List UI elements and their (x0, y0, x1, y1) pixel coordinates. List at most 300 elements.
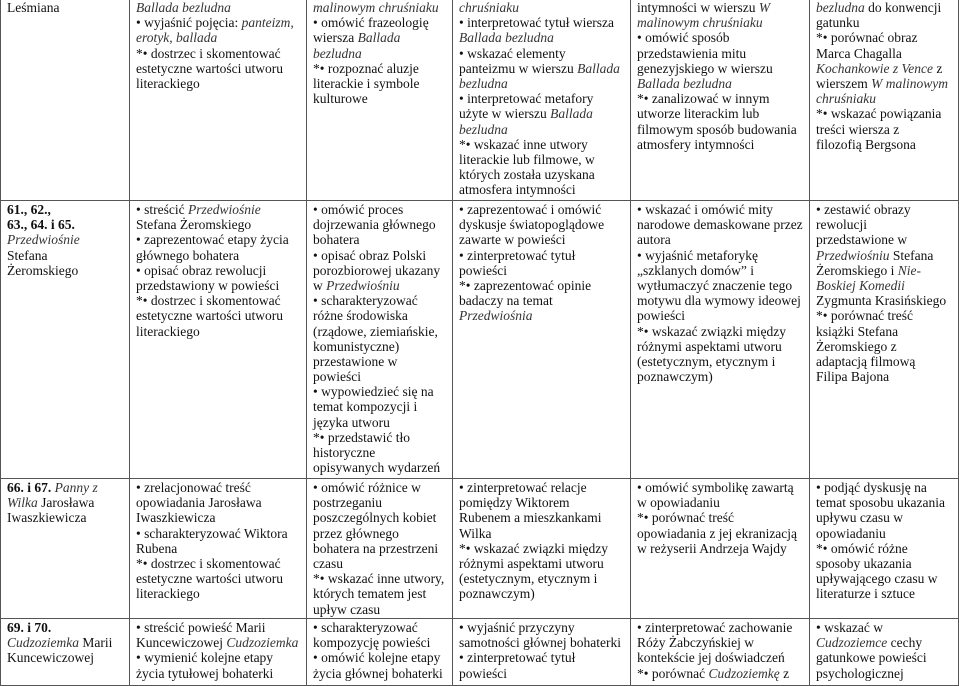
text-line (816, 324, 958, 339)
text-line (136, 15, 306, 30)
text-line (459, 167, 630, 182)
italic-title-text: malinowym chruśniaku (637, 15, 763, 31)
text-line (459, 182, 630, 197)
text-segment: • wyjaśnić pojęcia: (136, 15, 242, 31)
text-segment: • streścić powieść Marii (136, 620, 266, 635)
italic-title-text: Przedwiośniu (816, 247, 890, 263)
text-line (313, 602, 452, 617)
text-segment: • zinterpretować tytuł (459, 247, 576, 263)
text-line (816, 369, 958, 384)
text-line (313, 202, 452, 217)
text-line (637, 480, 809, 495)
text-line (637, 339, 809, 354)
text-segment: *• zanalizować w innym (637, 91, 770, 107)
text-segment: *• dostrzec i skomentować (136, 293, 281, 309)
table-cell-requirements-extended-b (453, 201, 631, 479)
text-segment: *• porównać (637, 665, 709, 681)
text-segment: • omówić różnice w (313, 480, 421, 495)
text-line (637, 526, 809, 541)
text-segment: Żeromskiego z (816, 338, 897, 354)
italic-title-text: bezludna (459, 121, 508, 137)
table-cell-requirements-advanced-b (810, 479, 959, 619)
text-segment: powieści (459, 262, 507, 278)
text-segment: motywu dla wymowy ideowej (637, 293, 801, 309)
text-segment: • wskazać i omówić mity (637, 202, 773, 217)
text-segment: • podjąć dyskusję na (816, 480, 927, 495)
text-line (459, 0, 630, 15)
italic-title-text: Ballada bezludna (136, 0, 231, 15)
text-segment: kulturowe (313, 91, 368, 107)
text-segment: Rubenem a mieszkankami (459, 510, 602, 526)
text-line (313, 30, 452, 45)
text-line (313, 217, 452, 232)
text-line (136, 308, 306, 323)
italic-title-text: chruśniaku (816, 91, 876, 107)
text-segment: • scharakteryzować (313, 620, 418, 635)
text-segment: dojrzewania głównego (313, 217, 436, 233)
table-cell-requirements-advanced-b (810, 201, 959, 479)
text-line (136, 248, 306, 263)
text-line (637, 0, 809, 15)
text-line (459, 510, 630, 525)
text-line (816, 586, 958, 601)
text-segment: treści wiersza z (816, 121, 900, 137)
text-segment: • interpretować metafory (459, 91, 594, 107)
text-line (816, 46, 958, 61)
text-line (313, 278, 452, 293)
table-cell-requirements-extended-b (453, 619, 631, 686)
text-segment: wierszem (816, 75, 872, 91)
text-segment: *• dostrzec i skomentować (136, 45, 281, 61)
table-cell-requirements-extended-b (453, 479, 631, 619)
text-line (816, 202, 958, 217)
text-line (816, 122, 958, 137)
italic-title-text: Nie- (897, 262, 921, 278)
text-line (637, 369, 809, 384)
italic-title-text: erotyk, ballada (136, 30, 218, 46)
text-line (459, 30, 630, 45)
table-cell-requirements-advanced-a (631, 201, 810, 479)
italic-title-text: Ballada (357, 30, 401, 46)
text-segment: historyczne (313, 445, 376, 460)
text-segment: książki Stefana (816, 323, 899, 339)
text-line (459, 308, 630, 323)
italic-title-text: W malinowym (871, 75, 948, 91)
text-segment: Rubena (136, 540, 178, 556)
text-segment: kontekście jej doświadczeń (637, 650, 785, 666)
text-segment: literaturze i sztuce (816, 586, 915, 602)
text-line (637, 232, 809, 247)
text-segment: „szklanych domów” i (637, 262, 754, 278)
text-line (7, 510, 129, 525)
text-segment: *• rozpoznać aluzje (313, 60, 419, 76)
text-line (637, 666, 809, 681)
text-line (459, 202, 630, 217)
text-line (136, 76, 306, 91)
text-line (136, 586, 306, 601)
text-segment: różnymi aspektami utworu (459, 555, 604, 571)
text-line (136, 541, 306, 556)
text-line (136, 526, 306, 541)
italic-title-text: Cudzoziemkę (708, 665, 780, 681)
text-segment: poznawczym) (637, 369, 713, 385)
text-segment: estetyczne wartości utworu (136, 308, 283, 324)
text-line (637, 76, 809, 91)
text-segment: w reżyserii Andrzeja Wajdy (637, 540, 787, 556)
table-cell-requirements-advanced-a (631, 479, 810, 619)
text-line (7, 650, 129, 665)
text-line (313, 541, 452, 556)
text-segment: • omówić kolejne etapy (313, 650, 441, 666)
text-line (637, 293, 809, 308)
text-segment: różne środowiska (313, 308, 408, 324)
text-line (136, 278, 306, 293)
text-line (459, 248, 630, 263)
text-segment: postrzeganiu (313, 495, 382, 511)
text-line (7, 495, 129, 510)
text-line (816, 76, 958, 91)
text-line (637, 15, 809, 30)
text-line (313, 339, 452, 354)
text-segment: samotności głównej bohaterki (459, 635, 621, 651)
text-segment: życia głównej bohaterki (313, 665, 443, 681)
text-segment: których została uzyskana (459, 167, 595, 183)
text-line (816, 137, 958, 152)
text-segment: literackiego (136, 323, 200, 339)
table-cell-requirements-basic (130, 201, 307, 479)
text-segment: z (779, 665, 790, 681)
text-segment: cechy (887, 635, 923, 651)
text-line (313, 495, 452, 510)
text-line (136, 293, 306, 308)
text-segment: filozofią Bergsona (816, 136, 916, 152)
table-cell-requirements-basic (130, 619, 307, 686)
text-segment: • wyjaśnić przyczyny (459, 620, 575, 635)
text-segment: Iwaszkiewicza (7, 510, 87, 526)
text-segment: • scharakteryzować (313, 293, 418, 309)
text-segment: atmosfery intymności (637, 136, 755, 152)
table-cell-topic (0, 619, 130, 686)
text-line (136, 635, 306, 650)
text-segment: • streścić (136, 202, 188, 217)
table-cell-requirements-basic (130, 0, 307, 201)
text-line (637, 510, 809, 525)
text-segment: Leśmiana (7, 0, 60, 15)
text-segment: • interpretować tytuł wiersza (459, 15, 615, 31)
text-line (136, 30, 306, 45)
text-line (459, 137, 630, 152)
text-line (637, 354, 809, 369)
text-line (313, 91, 452, 106)
text-segment: literackie i symbole (313, 75, 420, 91)
text-line (136, 510, 306, 525)
text-segment: bohatera na przestrzeni (313, 540, 439, 556)
text-segment: poszczególnych kobiet (313, 510, 437, 526)
italic-title-text: Panny z (54, 480, 98, 495)
text-line (7, 480, 129, 495)
text-line (459, 61, 630, 76)
text-line (136, 46, 306, 61)
text-line (816, 620, 958, 635)
italic-title-text: Przedwiośnie (7, 232, 80, 248)
text-segment: upływającego czasu w (816, 571, 938, 587)
text-line (637, 122, 809, 137)
text-line (313, 430, 452, 445)
text-segment: Zygmunta Krasińskiego (816, 293, 947, 309)
text-segment: przedstawiony w powieści (136, 277, 280, 293)
text-line (136, 480, 306, 495)
text-segment: *• wskazać powiązania (816, 106, 942, 122)
text-line (136, 0, 306, 15)
text-line (637, 61, 809, 76)
text-line (816, 650, 958, 665)
text-segment: badaczy na temat (459, 293, 553, 309)
text-line (313, 480, 452, 495)
text-line (637, 46, 809, 61)
text-segment: autora (637, 232, 671, 248)
text-line (136, 202, 306, 217)
text-line (637, 308, 809, 323)
text-line (459, 541, 630, 556)
text-segment: *• zaprezentować opinie (459, 277, 592, 293)
italic-title-text: Wilka (7, 495, 38, 511)
text-segment: • wymienić kolejne etapy (136, 650, 274, 666)
lesson-number-text: 63., 64. i 65. (7, 217, 75, 233)
text-segment: różnymi aspektami utworu (637, 338, 782, 354)
text-segment: sposoby ukazania (816, 555, 912, 571)
text-line (459, 526, 630, 541)
text-line (313, 650, 452, 665)
text-line (459, 571, 630, 586)
text-segment: • wskazać w (816, 620, 883, 635)
text-line (313, 445, 452, 460)
italic-title-text: Przedwiośnia (459, 308, 533, 324)
text-line (313, 556, 452, 571)
table-cell-requirements-extended-b (453, 0, 631, 201)
text-segment: estetyczne wartości utworu (136, 571, 283, 587)
text-line (816, 339, 958, 354)
text-line (816, 635, 958, 650)
text-segment: Jarosława (37, 495, 95, 511)
text-segment: powieści (459, 665, 507, 681)
text-segment: przedstawione w (816, 232, 908, 248)
text-segment: • opisać obraz rewolucji (136, 262, 267, 278)
lesson-number-text: 66. i 67. (7, 480, 55, 495)
text-line (459, 586, 630, 601)
text-line (816, 232, 958, 247)
table-cell-topic (0, 201, 130, 479)
text-line (313, 354, 452, 369)
text-segment: intymności w wierszu (637, 0, 759, 15)
text-line (459, 263, 630, 278)
text-line (816, 106, 958, 121)
text-segment: użyte w wierszu (459, 106, 551, 122)
text-line (459, 76, 630, 91)
text-segment: czasu (313, 555, 343, 571)
text-line (313, 460, 452, 475)
lesson-number-text: 61., 62., (7, 202, 51, 217)
text-line (816, 15, 958, 30)
text-segment: opowiadaniu (816, 525, 886, 541)
text-segment: narodowe demaskowane przez (637, 217, 803, 233)
text-segment: • scharakteryzować Wiktora (136, 525, 288, 541)
text-segment: do konwencji (864, 0, 942, 15)
text-segment: utworze literackim lub (637, 106, 760, 122)
text-segment: • zaprezentować i omówić (459, 202, 602, 217)
text-line (816, 61, 958, 76)
text-segment: genezyjskiego w wierszu (637, 60, 773, 76)
text-segment: • zinterpretować relacje (459, 480, 587, 495)
text-segment: Marii (79, 635, 113, 651)
italic-title-text: Boskiej Komedii (816, 277, 905, 293)
text-segment: Kuncewiczowej (136, 635, 227, 651)
text-segment: • omówić sposób (637, 30, 730, 46)
text-line (7, 202, 129, 217)
text-line (7, 263, 129, 278)
text-line (637, 324, 809, 339)
text-line (313, 308, 452, 323)
text-line (313, 293, 452, 308)
text-line (313, 635, 452, 650)
text-line (637, 635, 809, 650)
italic-title-text: Ballada (550, 106, 593, 122)
text-line (313, 232, 452, 247)
text-segment: Marca Chagalla (816, 45, 902, 61)
text-line (459, 46, 630, 61)
text-segment: • wypowiedzieć się na (313, 384, 434, 400)
text-segment: Żeromskiego i (816, 262, 898, 278)
text-line (637, 91, 809, 106)
text-line (816, 248, 958, 263)
text-line (136, 571, 306, 586)
text-segment: powieści (637, 308, 685, 324)
text-segment: w opowiadaniu (637, 495, 720, 511)
text-line (136, 217, 306, 232)
text-segment: życia tytułowej bohaterki (136, 665, 274, 681)
text-segment: *• wskazać związki między (459, 540, 609, 556)
table-cell-topic (0, 0, 130, 201)
text-segment: *• omówić różne (816, 540, 908, 556)
text-line (816, 571, 958, 586)
text-line (136, 263, 306, 278)
text-segment: Wilka (459, 525, 492, 541)
italic-title-text: panteizm, (241, 15, 294, 31)
text-segment: gatunkowe powieści (816, 650, 927, 666)
italic-title-text: Przedwiośniu (326, 277, 400, 293)
text-segment: *• wskazać inne utwory (459, 136, 588, 152)
table-cell-requirements-extended-a (307, 0, 453, 201)
text-segment: upływ czasu (313, 601, 381, 617)
text-line (637, 620, 809, 635)
text-line (7, 635, 129, 650)
text-line (313, 46, 452, 61)
text-line (816, 495, 958, 510)
text-line (7, 620, 129, 635)
text-line (136, 666, 306, 681)
text-segment: temat kompozycji i (313, 399, 418, 415)
text-segment: psychologicznej (816, 665, 904, 681)
text-line (816, 278, 958, 293)
italic-title-text: Cudzoziemka (7, 635, 79, 651)
text-segment: atmosfera intymności (459, 182, 576, 198)
italic-title-text: Kochankowie z Vence (816, 60, 933, 76)
text-segment: • zinterpretować zachowanie (637, 620, 793, 635)
text-line (637, 106, 809, 121)
text-line (459, 217, 630, 232)
text-line (313, 384, 452, 399)
text-segment: wiersza (313, 30, 358, 46)
italic-title-text: W (758, 0, 771, 15)
italic-title-text: Cudzoziemka (226, 635, 299, 651)
text-segment: opisywanych wydarzeń (313, 460, 441, 476)
text-line (637, 495, 809, 510)
text-segment: porozbiorowej ukazany (313, 262, 441, 278)
text-line (313, 571, 452, 586)
text-segment: dyskusje światopoglądowe (459, 217, 605, 233)
text-line (7, 0, 129, 15)
text-line (637, 202, 809, 217)
text-segment: Stefana (7, 247, 48, 263)
text-line (816, 30, 958, 45)
table-cell-topic (0, 479, 130, 619)
text-segment: rewolucji (816, 217, 867, 233)
text-line (816, 217, 958, 232)
text-line (459, 15, 630, 30)
text-segment: Filipa Bajona (816, 369, 890, 385)
text-line (637, 650, 809, 665)
text-segment: estetyczne wartości utworu (136, 60, 283, 76)
italic-title-text: bezludna (459, 75, 508, 91)
text-line (459, 106, 630, 121)
text-line (816, 308, 958, 323)
italic-title-text: Ballada bezludna (637, 75, 732, 91)
text-line (459, 480, 630, 495)
text-segment: *• przedstawić tło (313, 429, 410, 445)
text-segment: • zaprezentować etapy życia (136, 232, 289, 248)
italic-title-text: chruśniaku (459, 0, 519, 15)
text-segment: (estetycznym, etycznym i (459, 571, 598, 587)
text-line (459, 650, 630, 665)
text-segment: z (932, 60, 943, 76)
text-line (459, 152, 630, 167)
text-segment: bohatera (313, 232, 360, 248)
text-line (7, 232, 129, 247)
text-segment: zawarte w powieści (459, 232, 566, 248)
text-segment: głównego bohatera (136, 247, 240, 263)
text-segment: Żeromskiego (7, 262, 79, 278)
text-line (816, 263, 958, 278)
text-segment: komunistyczne) (313, 338, 400, 354)
text-line (816, 541, 958, 556)
text-segment: Iwaszkiewicza (136, 510, 216, 526)
text-line (816, 91, 958, 106)
text-line (313, 510, 452, 525)
italic-title-text: malinowym chruśniaku (313, 0, 439, 15)
text-segment: Stefana (889, 247, 934, 263)
text-line (313, 586, 452, 601)
text-line (816, 293, 958, 308)
text-line (816, 480, 958, 495)
text-line (136, 556, 306, 571)
text-segment: • wyjaśnić metaforykę (637, 247, 758, 263)
italic-title-text: Cudzoziemce (816, 635, 888, 651)
text-line (459, 666, 630, 681)
text-segment: *• wskazać związki między (637, 323, 787, 339)
table-cell-requirements-advanced-b (810, 0, 959, 201)
text-segment: adaptacją filmową (816, 353, 916, 369)
table-cell-requirements-extended-a (307, 201, 453, 479)
text-line (816, 666, 958, 681)
